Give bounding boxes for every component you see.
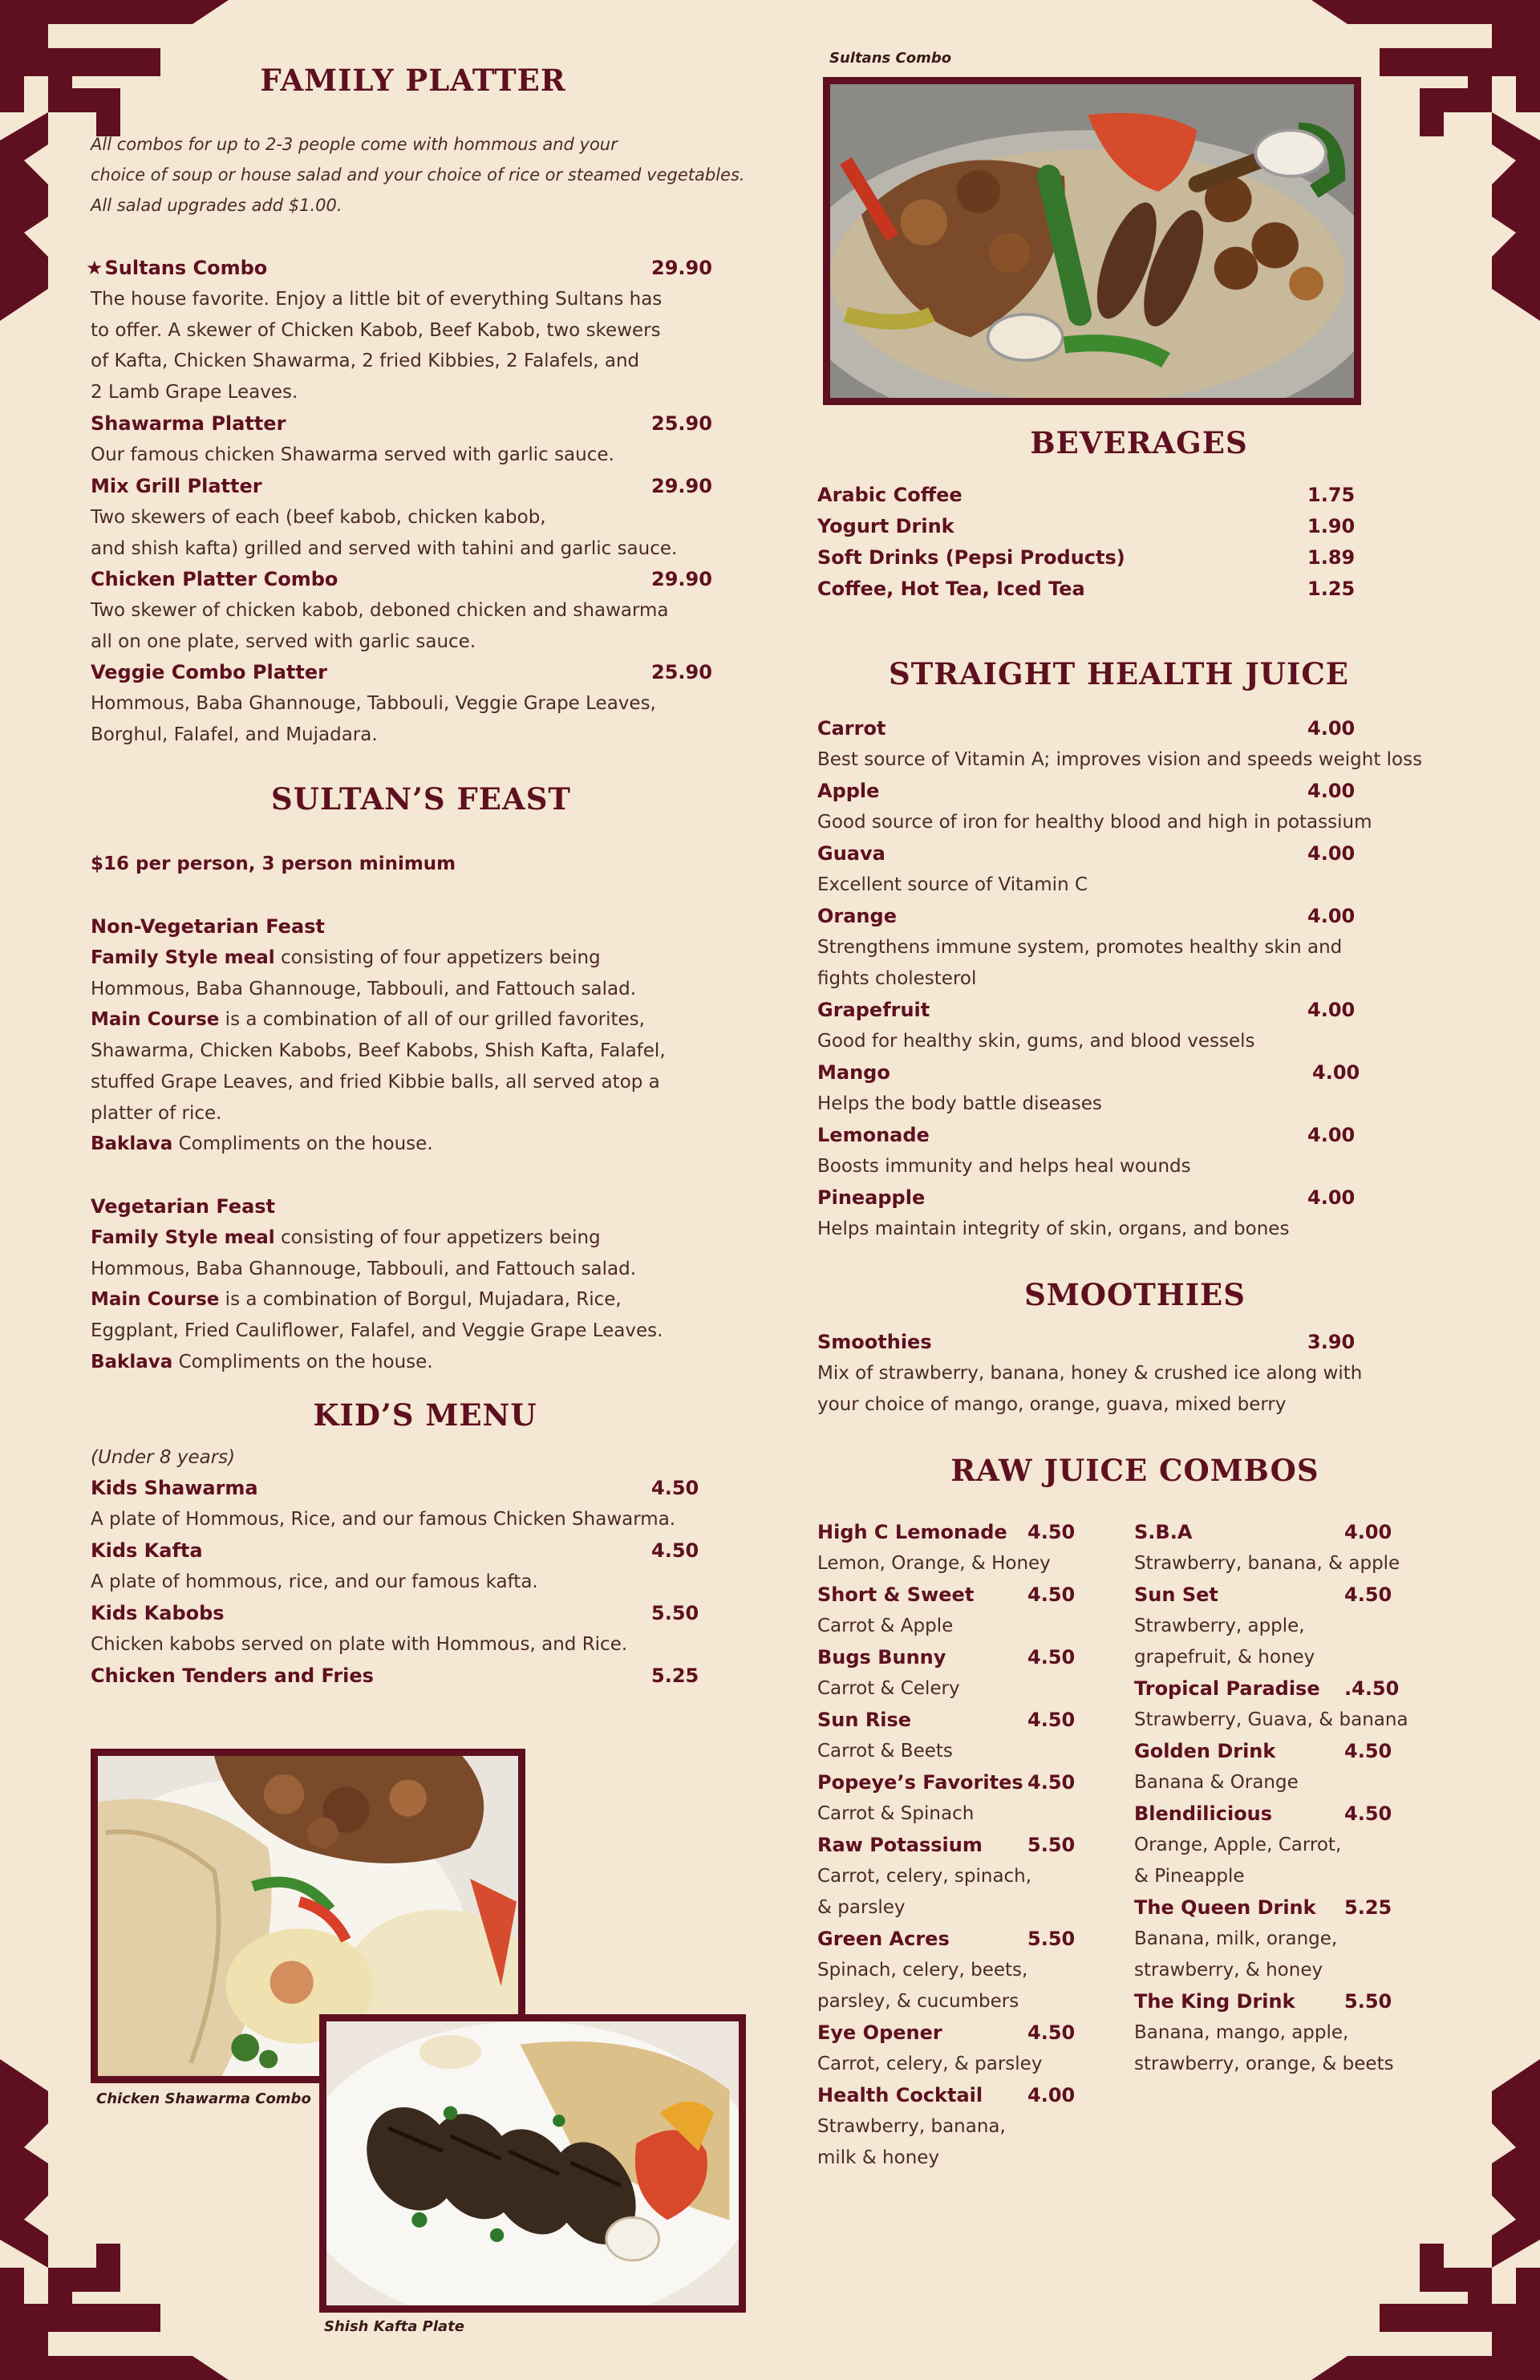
star-icon: ★ [86, 257, 103, 279]
combo-price: 4.50 [1027, 1709, 1076, 1731]
combo-desc: Banana, mango, apple, strawberry, orange, & beets [1134, 2022, 1394, 2074]
menu-item-name: Shawarma Platter [91, 412, 286, 435]
combo-desc: Banana, milk, orange, strawberry, & honey [1134, 1928, 1338, 1981]
combo-name: Bugs Bunny [817, 1646, 946, 1668]
juice-desc: Best source of Vitamin A; improves vision and speeds weight loss [817, 749, 1423, 770]
juice-price: 4.00 [1307, 999, 1356, 1021]
juice-desc: Strengthens immune system, promotes healthy skin and fights cholesterol [817, 937, 1343, 989]
combo-price: 5.50 [1344, 1990, 1392, 2013]
juice-name: Carrot [817, 717, 886, 740]
chicken-shawarma-caption: Chicken Shawarma Combo [96, 2090, 311, 2107]
menu-item-name: Kids Shawarma [91, 1477, 258, 1499]
beverage-name: Yogurt Drink [817, 515, 954, 537]
menu-item-name: Mix Grill Platter [91, 475, 262, 497]
combo-price: 4.00 [1027, 2084, 1076, 2106]
combo-desc: Spinach, celery, beets, parsley, & cucumbers [817, 1960, 1028, 2012]
shish-kafta-caption: Shish Kafta Plate [324, 2318, 465, 2335]
smoothie-desc: Mix of strawberry, banana, honey & crushed ice along with your choice of mango, orange, guava, mixed berry [817, 1363, 1363, 1415]
combo-desc: Strawberry, Guava, & banana [1134, 1709, 1408, 1730]
combo-desc: Orange, Apple, Carrot, & Pineapple [1134, 1835, 1342, 1887]
combo-name: The King Drink [1134, 1990, 1295, 2013]
menu-item-name: Chicken Tenders and Fries [91, 1664, 374, 1687]
feast-price-note: $16 per person, 3 person minimum [91, 853, 456, 874]
juice-desc: Good source of iron for healthy blood and high in potassium [817, 812, 1372, 833]
menu-item-desc: Our famous chicken Shawarma served with garlic sauce. [91, 444, 614, 465]
combo-price: 4.50 [1344, 1583, 1392, 1606]
combo-desc: Strawberry, banana, milk & honey [817, 2116, 1006, 2168]
menu-item-desc: Chicken kabobs served on plate with Hommous, and Rice. [91, 1634, 628, 1655]
health-juice-title: STRAIGHT HEALTH JUICE [889, 656, 1349, 691]
combo-name: S.B.A [1134, 1521, 1193, 1543]
combo-name: Popeye’s Favorites [817, 1771, 1023, 1794]
juice-name: Lemonade [817, 1124, 930, 1146]
juice-price: 4.00 [1312, 1061, 1360, 1084]
beverages-title: BEVERAGES [1030, 425, 1248, 460]
combo-price: .4.50 [1344, 1677, 1400, 1700]
menu-item-name: Kids Kafta [91, 1539, 203, 1562]
menu-item-name: ★Sultans Combo [86, 257, 268, 279]
combo-desc: Lemon, Orange, & Honey [817, 1553, 1051, 1574]
menu-item-name: Chicken Platter Combo [91, 568, 338, 590]
menu-item-price: 4.50 [651, 1539, 699, 1562]
beverage-price: 1.75 [1307, 484, 1356, 506]
menu-item-desc: Hommous, Baba Ghannouge, Tabbouli, Veggie Grape Leaves, Borghul, Falafel, and Mujadara. [91, 693, 656, 745]
menu-item-desc: A plate of Hommous, Rice, and our famous Chicken Shawarma. [91, 1509, 676, 1530]
menu-item-price: 4.50 [651, 1477, 699, 1499]
kids-menu-title: KID’S MENU [313, 1397, 537, 1433]
menu-item-desc: Two skewer of chicken kabob, deboned chicken and shawarma all on one plate, served with garlic sauce. [91, 600, 669, 652]
combo-desc: Carrot & Celery [817, 1678, 960, 1699]
sultans-combo-photo [823, 77, 1361, 405]
combo-desc: Banana & Orange [1134, 1772, 1299, 1793]
combo-name: Green Acres [817, 1928, 950, 1950]
combo-desc: Carrot & Spinach [817, 1803, 975, 1824]
menu-item-price: 29.90 [651, 568, 712, 590]
juice-name: Orange [817, 905, 897, 927]
veg-feast-title: Vegetarian Feast [91, 1195, 276, 1218]
juice-name: Apple [817, 780, 880, 802]
combo-desc: Carrot & Apple [817, 1616, 954, 1636]
menu-item-name: Veggie Combo Platter [91, 661, 327, 683]
menu-item-price: 29.90 [651, 475, 712, 497]
beverage-price: 1.90 [1307, 515, 1356, 537]
raw-juice-title: RAW JUICE COMBOS [950, 1453, 1319, 1488]
juice-desc: Helps maintain integrity of skin, organs, and bones [817, 1218, 1290, 1239]
combo-name: The Queen Drink [1134, 1896, 1316, 1919]
corner-ornament-bottom-right [1307, 2059, 1540, 2380]
juice-price: 4.00 [1307, 1186, 1356, 1209]
combo-name: Golden Drink [1134, 1740, 1276, 1762]
beverage-name: Arabic Coffee [817, 484, 962, 506]
combo-name: Short & Sweet [817, 1583, 975, 1606]
combo-name: High C Lemonade [817, 1521, 1007, 1543]
combo-price: 4.50 [1027, 1583, 1076, 1606]
juice-price: 4.00 [1307, 780, 1356, 802]
menu-item-price: 29.90 [651, 257, 712, 279]
juice-price: 4.00 [1307, 1124, 1356, 1146]
combo-name: Eye Opener [817, 2021, 942, 2044]
juice-price: 4.00 [1307, 905, 1356, 927]
smoothies-title: SMOOTHIES [1024, 1277, 1246, 1312]
family-platter-intro: All combos for up to 2-3 people come with hommous and your choice of soup or house salad and your choice of rice or steamed vegetables. All salad upgrades add $1.00. [91, 135, 745, 215]
combo-desc: Carrot & Beets [817, 1741, 953, 1762]
beverage-name: Coffee, Hot Tea, Iced Tea [817, 578, 1085, 600]
non-veg-feast-title: Non-Vegetarian Feast [91, 915, 325, 938]
corner-ornament-bottom-left [0, 2059, 233, 2380]
juice-price: 4.00 [1307, 842, 1356, 865]
combo-price: 4.50 [1027, 1771, 1076, 1794]
combo-price: 4.50 [1027, 2021, 1076, 2044]
shish-kafta-photo [319, 2014, 746, 2313]
beverage-name: Soft Drinks (Pepsi Products) [817, 546, 1125, 569]
combo-name: Sun Set [1134, 1583, 1218, 1606]
juice-name: Mango [817, 1061, 890, 1084]
juice-name: Grapefruit [817, 999, 930, 1021]
combo-price: 5.50 [1027, 1834, 1076, 1856]
juice-name: Pineapple [817, 1186, 926, 1209]
sultans-combo-caption: Sultans Combo [829, 50, 952, 67]
menu-item-desc: A plate of hommous, rice, and our famous kafta. [91, 1571, 538, 1592]
combo-name: Raw Potassium [817, 1834, 983, 1856]
menu-item-price: 5.50 [651, 1602, 699, 1624]
combo-name: Sun Rise [817, 1709, 912, 1731]
juice-desc: Boosts immunity and helps heal wounds [817, 1156, 1191, 1177]
juice-desc: Excellent source of Vitamin C [817, 874, 1088, 895]
family-platter-title: FAMILY PLATTER [260, 63, 566, 98]
combo-desc: Strawberry, banana, & apple [1134, 1553, 1400, 1574]
menu-item-desc: The house favorite. Enjoy a little bit of everything Sultans has to offer. A skewer of Chicken Kabob, Beef Kabob, two skewers of Kafta, Chicken Shawarma, 2 fried Kibbies, 2 Falafels, and 2 Lamb Grape Leaves. [91, 289, 663, 403]
smoothie-name: Smoothies [817, 1331, 932, 1353]
combo-desc: Carrot, celery, spinach, & parsley [817, 1866, 1032, 1918]
juice-name: Guava [817, 842, 886, 865]
kids-menu-note: (Under 8 years) [91, 1447, 236, 1468]
beverage-price: 1.25 [1307, 578, 1356, 600]
veg-feast-desc: Family Style meal consisting of four appetizers being Hommous, Baba Ghannouge, Tabbouli, and Fattouch salad. Main Course is a combination of Borgul, Mujadara, Rice, Eggplant, Fried Cauliflower, Falafel, and Veggie Grape Leaves. Baklava Compliments on the house. [91, 1227, 663, 1372]
combo-price: 4.50 [1344, 1740, 1392, 1762]
combo-name: Tropical Paradise [1134, 1677, 1320, 1700]
sultans-feast-title: SULTAN’S FEAST [271, 781, 571, 817]
juice-price: 4.00 [1307, 717, 1356, 740]
beverage-price: 1.89 [1307, 546, 1356, 569]
combo-price: 4.50 [1027, 1521, 1076, 1543]
menu-item-price: 5.25 [651, 1664, 699, 1687]
juice-desc: Good for healthy skin, gums, and blood vessels [817, 1031, 1255, 1052]
combo-price: 5.25 [1344, 1896, 1392, 1919]
combo-desc: Strawberry, apple, grapefruit, & honey [1134, 1616, 1315, 1668]
combo-price: 4.50 [1344, 1802, 1392, 1825]
combo-name: Health Cocktail [817, 2084, 983, 2106]
menu-item-name: Kids Kabobs [91, 1602, 225, 1624]
menu-item-price: 25.90 [651, 412, 712, 435]
combo-price: 4.00 [1344, 1521, 1392, 1543]
combo-desc: Carrot, celery, & parsley [817, 2054, 1043, 2074]
non-veg-feast-desc: Family Style meal consisting of four appetizers being Hommous, Baba Ghannouge, Tabbouli, and Fattouch salad. Main Course is a combination of all of our grilled favorites, Shawarma, Chicken Kabobs, Beef Kabobs, Shish Kafta, Falafel, stuffed Grape Leaves, and fried Kibbie balls, all served atop a platter of rice. Baklava Compliments on the house. [91, 947, 666, 1155]
juice-desc: Helps the body battle diseases [817, 1093, 1102, 1114]
smoothie-price: 3.90 [1307, 1331, 1356, 1353]
combo-price: 5.50 [1027, 1928, 1076, 1950]
menu-item-desc: Two skewers of each (beef kabob, chicken kabob, and shish kafta) grilled and served with tahini and garlic sauce. [91, 507, 678, 559]
combo-name: Blendilicious [1134, 1802, 1273, 1825]
menu-item-price: 25.90 [651, 661, 712, 683]
combo-price: 4.50 [1027, 1646, 1076, 1668]
